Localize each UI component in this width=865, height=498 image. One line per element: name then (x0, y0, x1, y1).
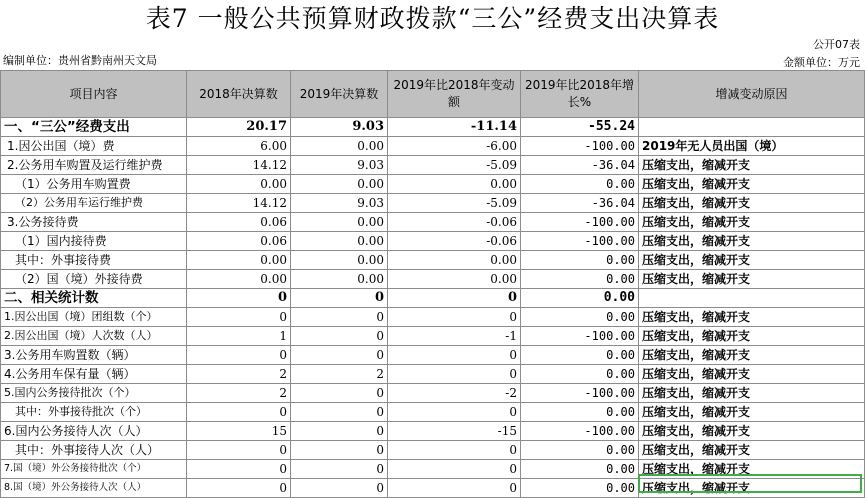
table-row (1, 346, 865, 365)
row-2019[interactable]: 0.00 (291, 251, 388, 270)
row-reason[interactable]: 压缩支出，缩减开支 (639, 422, 865, 441)
table-row (1, 441, 865, 460)
row-item[interactable]: 一、“三公”经费支出 (1, 118, 187, 137)
table-row (1, 118, 865, 137)
row-2018[interactable]: 0 (187, 441, 291, 460)
header-item[interactable]: 项目内容 (1, 71, 187, 118)
row-growth[interactable]: 0.00 (521, 289, 639, 308)
row-growth[interactable]: 0.00 (521, 175, 639, 194)
row-reason[interactable]: 压缩支出，缩减开支 (639, 365, 865, 384)
row-2018[interactable]: 0 (187, 460, 291, 479)
row-2018[interactable]: 14.12 (187, 194, 291, 213)
row-2019[interactable]: 0.00 (291, 213, 388, 232)
row-item[interactable]: 2.公务用车购置及运行维护费 (1, 156, 187, 175)
row-change[interactable]: 0.00 (388, 270, 521, 289)
row-growth[interactable]: -100.00 (521, 384, 639, 403)
row-2019[interactable]: 0 (291, 327, 388, 346)
row-2018[interactable]: 0.00 (187, 175, 291, 194)
row-reason[interactable]: 压缩支出，缩减开支 (639, 194, 865, 213)
row-reason[interactable]: 压缩支出，缩减开支 (639, 441, 865, 460)
row-reason[interactable]: 2019年无人员出国（境） (639, 137, 865, 156)
row-reason[interactable]: 压缩支出，缩减开支 (639, 384, 865, 403)
row-item[interactable]: （1）国内接待费 (1, 232, 187, 251)
row-change[interactable]: 0.00 (388, 175, 521, 194)
row-2019[interactable]: 0 (291, 384, 388, 403)
row-change[interactable]: -5.09 (388, 194, 521, 213)
row-2018[interactable]: 0 (187, 403, 291, 422)
row-item[interactable]: 4.公务用车保有量（辆） (1, 365, 187, 384)
row-change[interactable]: 0 (388, 289, 521, 308)
row-growth[interactable]: 0.00 (521, 479, 639, 498)
row-growth[interactable]: 0.00 (521, 441, 639, 460)
row-change[interactable]: 0.00 (388, 251, 521, 270)
row-2019[interactable]: 0 (291, 422, 388, 441)
row-2018[interactable]: 0 (187, 346, 291, 365)
row-growth[interactable]: 0.00 (521, 308, 639, 327)
row-growth[interactable]: -100.00 (521, 232, 639, 251)
table-row (1, 194, 865, 213)
row-change[interactable]: -15 (388, 422, 521, 441)
row-change[interactable]: -0.06 (388, 213, 521, 232)
table-row (1, 422, 865, 441)
row-item[interactable]: （1）公务用车购置费 (1, 175, 187, 194)
row-2019[interactable]: 0 (291, 289, 388, 308)
row-reason[interactable] (639, 289, 865, 308)
row-2019[interactable]: 9.03 (291, 194, 388, 213)
table-row (1, 384, 865, 403)
row-2018[interactable]: 2 (187, 384, 291, 403)
row-reason[interactable] (639, 118, 865, 137)
row-2018[interactable]: 0 (187, 289, 291, 308)
row-item[interactable]: 6.国内公务接待人次（人） (1, 422, 187, 441)
row-reason[interactable]: 压缩支出，缩减开支 (639, 403, 865, 422)
row-item[interactable]: 3.公务用车购置数（辆） (1, 346, 187, 365)
row-change[interactable]: 0 (388, 460, 521, 479)
row-2018[interactable]: 0.06 (187, 232, 291, 251)
row-change[interactable]: -5.09 (388, 156, 521, 175)
row-change[interactable]: 0 (388, 308, 521, 327)
row-growth[interactable]: -36.04 (521, 194, 639, 213)
row-2018[interactable]: 20.17 (187, 118, 291, 137)
row-item[interactable]: 其中：外事接待人次（人） (1, 441, 187, 460)
table-row (1, 270, 865, 289)
row-reason[interactable]: 压缩支出，缩减开支 (639, 479, 865, 498)
row-change[interactable]: 0 (388, 346, 521, 365)
row-item[interactable]: （2）国（境）外接待费 (1, 270, 187, 289)
row-change[interactable]: 0 (388, 441, 521, 460)
row-item[interactable]: 2.因公出国（境）人次数（人） (1, 327, 187, 346)
row-growth[interactable]: 0.00 (521, 251, 639, 270)
row-growth[interactable]: -55.24 (521, 118, 639, 137)
amount-unit: 金额单位：万元 (783, 56, 860, 69)
row-2019[interactable]: 0 (291, 460, 388, 479)
row-reason[interactable]: 压缩支出，缩减开支 (639, 156, 865, 175)
row-growth[interactable]: -36.04 (521, 156, 639, 175)
row-2018[interactable]: 15 (187, 422, 291, 441)
table-row (1, 156, 865, 175)
row-growth[interactable]: -100.00 (521, 213, 639, 232)
row-2019[interactable]: 9.03 (291, 156, 388, 175)
row-2019[interactable]: 0.00 (291, 232, 388, 251)
row-item[interactable]: 7.国（境）外公务接待批次（个） (1, 460, 187, 479)
budget-table (0, 70, 865, 498)
row-2018[interactable]: 0 (187, 308, 291, 327)
row-growth[interactable]: -100.00 (521, 327, 639, 346)
row-growth[interactable]: 0.00 (521, 365, 639, 384)
row-2019[interactable]: 0.00 (291, 270, 388, 289)
header-row (1, 71, 865, 118)
row-2019[interactable]: 0 (291, 308, 388, 327)
row-reason[interactable]: 压缩支出，缩减开支 (639, 346, 865, 365)
row-reason[interactable]: 压缩支出，缩减开支 (639, 213, 865, 232)
table-row (1, 289, 865, 308)
row-2019[interactable]: 0 (291, 346, 388, 365)
row-2019[interactable]: 0 (291, 479, 388, 498)
row-reason[interactable]: 压缩支出，缩减开支 (639, 232, 865, 251)
row-item[interactable]: 1.因公出国（境）团组数（个） (1, 308, 187, 327)
table-row (1, 137, 865, 156)
row-item[interactable]: 8.国（境）外公务接待人次（人） (1, 479, 187, 498)
row-2019[interactable]: 2 (291, 365, 388, 384)
row-2018[interactable]: 0.00 (187, 270, 291, 289)
row-2018[interactable]: 2 (187, 365, 291, 384)
header-change[interactable]: 2019年比2018年变动额 (388, 71, 521, 118)
table-row (1, 479, 865, 498)
table-row (1, 460, 865, 479)
table-row (1, 308, 865, 327)
table-row (1, 327, 865, 346)
row-2018[interactable]: 1 (187, 327, 291, 346)
row-change[interactable]: -1 (388, 327, 521, 346)
row-change[interactable]: 0 (388, 403, 521, 422)
table-row (1, 232, 865, 251)
row-2019[interactable]: 0.00 (291, 137, 388, 156)
row-2019[interactable]: 9.03 (291, 118, 388, 137)
table-row (1, 403, 865, 422)
row-reason[interactable]: 压缩支出，缩减开支 (639, 270, 865, 289)
table-row (1, 213, 865, 232)
row-item[interactable]: 其中：外事接待费 (1, 251, 187, 270)
row-reason[interactable]: 压缩支出，缩减开支 (639, 175, 865, 194)
row-item[interactable]: 二、相关统计数 (1, 289, 187, 308)
row-2018[interactable]: 0 (187, 479, 291, 498)
row-2019[interactable]: 0.00 (291, 175, 388, 194)
header-reason[interactable]: 增减变动原因 (639, 71, 865, 118)
header-2018[interactable]: 2018年决算数 (187, 71, 291, 118)
row-item[interactable]: （2）公务用车运行维护费 (1, 194, 187, 213)
header-growth[interactable]: 2019年比2018年增长% (521, 71, 639, 118)
header-2019[interactable]: 2019年决算数 (291, 71, 388, 118)
row-reason[interactable]: 压缩支出，缩减开支 (639, 327, 865, 346)
row-change[interactable]: -11.14 (388, 118, 521, 137)
row-2018[interactable]: 6.00 (187, 137, 291, 156)
row-change[interactable]: 0 (388, 365, 521, 384)
row-2018[interactable]: 0.00 (187, 251, 291, 270)
table-title: 表7 一般公共预算财政拨款“三公”经费支出决算表 (145, 4, 720, 33)
table-row (1, 251, 865, 270)
compiling-unit: 编制单位：贵州省黔南州天文局 (3, 54, 157, 67)
row-2019[interactable]: 0 (291, 441, 388, 460)
form-code: 公开07表 (813, 38, 860, 51)
row-2018[interactable]: 14.12 (187, 156, 291, 175)
table-row (1, 365, 865, 384)
row-item[interactable]: 1.因公出国（境）费 (1, 137, 187, 156)
row-reason[interactable]: 压缩支出，缩减开支 (639, 460, 865, 479)
row-reason[interactable]: 压缩支出，缩减开支 (639, 251, 865, 270)
row-2019[interactable]: 0 (291, 403, 388, 422)
row-growth[interactable]: 0.00 (521, 460, 639, 479)
row-reason[interactable]: 压缩支出，缩减开支 (639, 308, 865, 327)
row-change[interactable]: -6.00 (388, 137, 521, 156)
row-growth[interactable]: -100.00 (521, 137, 639, 156)
row-growth[interactable]: 0.00 (521, 270, 639, 289)
row-item[interactable]: 其中：外事接待批次（个） (1, 403, 187, 422)
row-change[interactable]: -0.06 (388, 232, 521, 251)
row-change[interactable]: 0 (388, 479, 521, 498)
row-growth[interactable]: 0.00 (521, 403, 639, 422)
row-growth[interactable]: -100.00 (521, 422, 639, 441)
table-row (1, 175, 865, 194)
row-growth[interactable]: 0.00 (521, 346, 639, 365)
row-change[interactable]: -2 (388, 384, 521, 403)
row-item[interactable]: 3.公务接待费 (1, 213, 187, 232)
row-item[interactable]: 5.国内公务接待批次（个） (1, 384, 187, 403)
row-2018[interactable]: 0.06 (187, 213, 291, 232)
